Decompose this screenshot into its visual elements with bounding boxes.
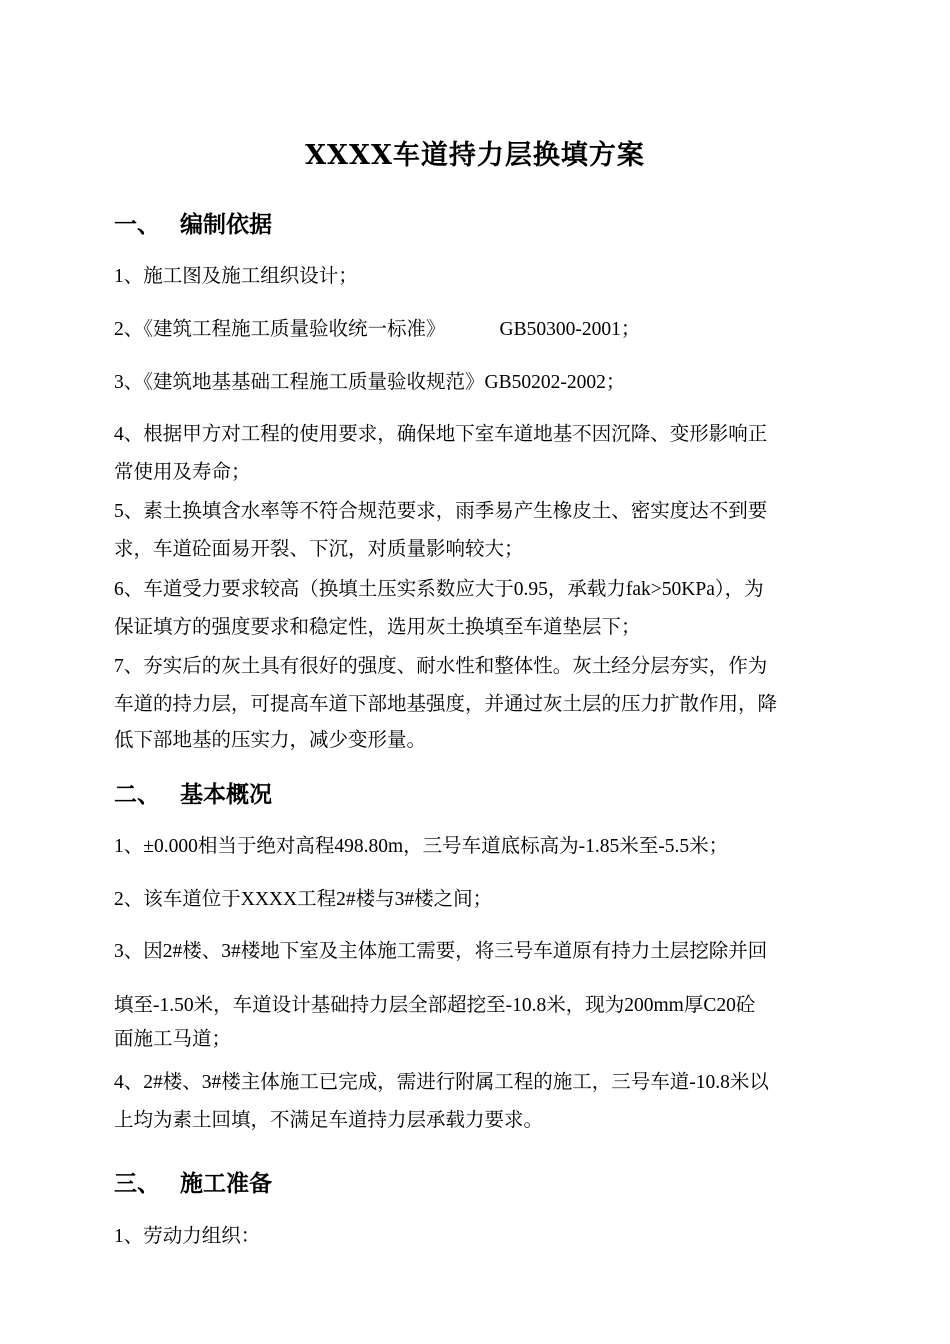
paragraph: 1、±0.000相当于绝对高程498.80m，三号车道底标高为-1.85米至-5.5米； (114, 836, 729, 857)
paragraph: 1、劳动力组织： (114, 1226, 261, 1247)
paragraph-line: 4、2#楼、3#楼主体施工已完成，需进行附属工程的施工，三号车道-10.8米以 (114, 1072, 769, 1093)
paragraph-text: 2、《建筑工程施工质量验收统一标准》 (114, 319, 446, 340)
paragraph (114, 493, 878, 569)
paragraph-line: 4、根据甲方对工程的使用要求，确保地下室车道地基不因沉降、变形影响正 (114, 424, 768, 445)
section-title: 施工准备 (180, 1171, 272, 1197)
standard-code: GB50300-2001； (499, 319, 641, 340)
paragraph (114, 1064, 878, 1140)
section-title: 编制依据 (180, 212, 272, 238)
section-number: 一、 (114, 212, 160, 238)
paragraph: 1、施工图及施工组织设计； (114, 266, 358, 287)
paragraph-line: 5、素土换填含水率等不符合规范要求，雨季易产生橡皮土、密实度达不到要 (114, 501, 768, 522)
section-heading-3 (114, 1165, 272, 1198)
paragraph-line: 保证填方的强度要求和稳定性，选用灰土换填至车道垫层下； (114, 617, 641, 638)
paragraph (114, 416, 878, 492)
paragraph (114, 933, 878, 1055)
section-number: 三、 (114, 1171, 160, 1197)
paragraph (114, 311, 878, 349)
section-title: 基本概况 (180, 782, 272, 808)
paragraph-line: 上均为素土回填，不满足车道持力层承载力要求。 (114, 1110, 544, 1131)
paragraph-line: 低下部地基的压实力，减少变形量。 (114, 730, 427, 751)
section-heading-2 (114, 776, 272, 809)
document-title: XXXX车道持力层换填方案 (305, 140, 645, 171)
section-heading-1 (114, 206, 272, 239)
paragraph-line: 车道的持力层，可提高车道下部地基强度，并通过灰土层的压力扩散作用，降 (114, 694, 778, 715)
paragraph-line: 7、夯实后的灰土具有很好的强度、耐水性和整体性。灰土经分层夯实，作为 (114, 656, 768, 677)
paragraph-line: 6、车道受力要求较高（换填土压实系数应大于0.95，承载力fak>50KPa），为 (114, 579, 764, 600)
paragraph-line: 常使用及寿命； (114, 462, 251, 483)
paragraph-line: 填至-1.50米，车道设计基础持力层全部超挖至-10.8米，现为200mm厚C20砼 (114, 995, 756, 1016)
section-number: 二、 (114, 782, 160, 808)
paragraph-line: 3、因2#楼、3#楼地下室及主体施工需要，将三号车道原有持力土层挖除并回 (114, 941, 768, 962)
paragraph: 3、《建筑地基基础工程施工质量验收规范》GB50202-2002； (114, 372, 626, 393)
paragraph (114, 571, 878, 647)
paragraph (114, 648, 878, 756)
paragraph: 2、该车道位于XXXX工程2#楼与3#楼之间； (114, 889, 493, 910)
paragraph-line: 求，车道砼面易开裂、下沉，对质量影响较大； (114, 539, 524, 560)
paragraph-line: 面施工马道； (114, 1029, 232, 1050)
